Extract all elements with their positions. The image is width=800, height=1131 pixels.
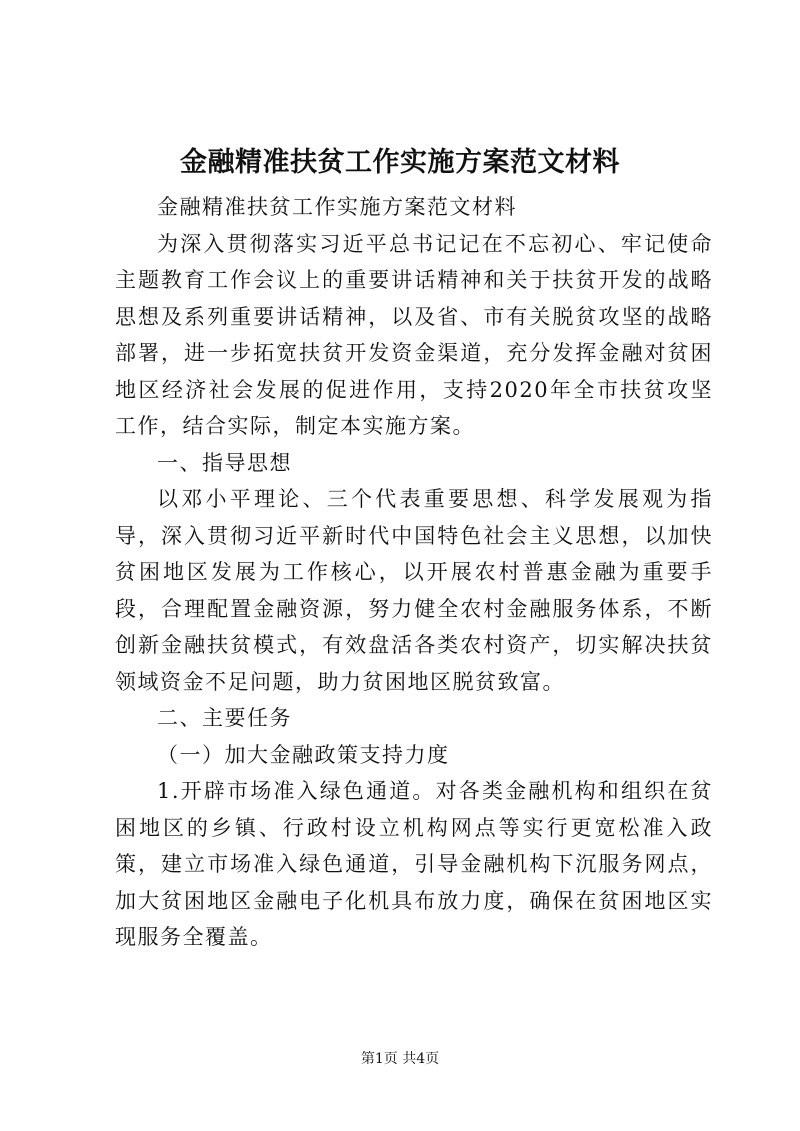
section-heading-guiding-thought: 一、指导思想 bbox=[157, 450, 292, 475]
paragraph-intro: 为深入贯彻落实习近平总书记记在不忘初心、牢记使命主题教育工作会议上的重要讲话精神和关于扶贫开发的战略思想及系列重要讲话精神，以及省、市有关脱贫攻坚的战略部署，进一步拓宽扶贫开发资金渠道，充分发挥金融对贫困地区经济社会发展的促进作用，支持2020年全市扶贫攻坚工作，结合实际，制定本实施方案。 bbox=[115, 231, 713, 438]
section-heading-main-tasks: 二、主要任务 bbox=[157, 706, 292, 730]
paragraph-subtitle: 金融精准扶贫工作实施方案范文材料 bbox=[157, 195, 517, 219]
subsection-heading-policy-support: （一）加大金融政策支持力度 bbox=[157, 742, 450, 767]
paragraph-guiding-thought: 以邓小平理论、三个代表重要思想、科学发展观为指导，深入贯彻习近平新时代中国特色社会主义思想，以加快贫困地区发展为工作核心，以开展农村普惠金融为重要手段，合理配置金融资源，努力健全农村金融服务体系，不断创新金融扶贫模式，有效盘活各类农村资产，切实解决扶贫领域资金不足问题，助力贫困地区脱贫致富。 bbox=[115, 487, 713, 694]
page-footer: 第1页 共4页 bbox=[360, 1051, 440, 1067]
paragraph-market-access: 1.开辟市场准入绿色通道。对各类金融机构和组织在贫困地区的乡镇、行政村设立机构网点等实行更宽松准入政策，建立市场准入绿色通道，引导金融机构下沉服务网点，加大贫困地区金融电子化机具布放力度，确保在贫困地区实现服务全覆盖。 bbox=[115, 779, 713, 949]
document-title: 金融精准扶贫工作实施方案范文材料 bbox=[180, 147, 620, 178]
document-body bbox=[115, 189, 713, 956]
